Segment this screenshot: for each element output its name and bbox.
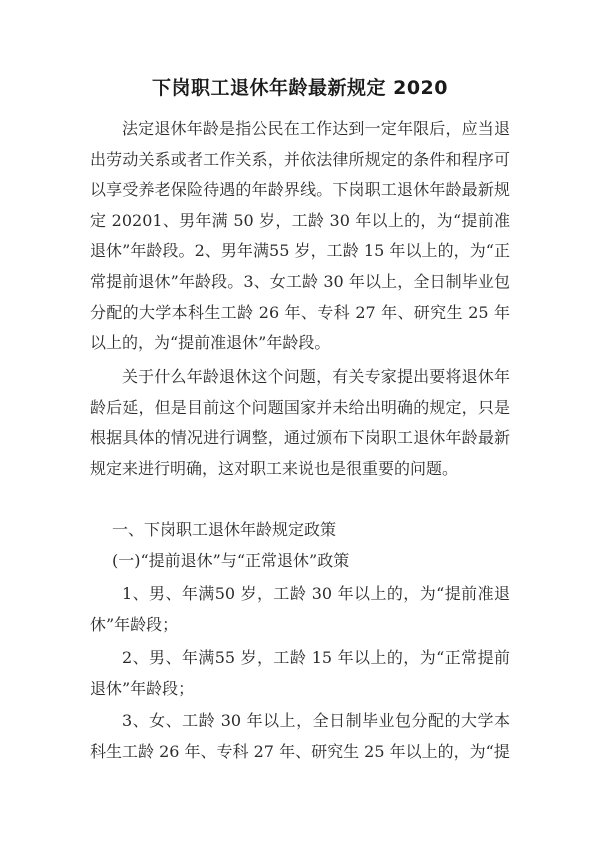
paragraph-definition: 法定退休年龄是指公民在工作达到一定年限后，应当退出劳动关系或者工作关系，并依法律所规定的条件和程序可以享受养老保险待遇的年龄界线。下岗职工退休年龄最新规定 20201、男年满 50 岁，工龄 30 年以上的，为“提前准退休”年龄段。2、男年满55 岁，工龄 15 年以上的，为“正常提前退休”年龄段。3、女工龄 30 年以上，全日制毕业包分配的大学本科生工龄 26 年、专科 27 年、研究生 25 年以上的，为“提前准退休”年龄段。 [90, 119, 510, 353]
paragraph-expert-opinion: 关于什么年龄退休这个问题，有关专家提出要将退休年龄后延，但是目前这个问题国家并未给出明确的规定，只是根据具体的情况进行调整，通过颁布下岗职工退休年龄最新规定来进行明确，这对职工来说也是很重要的问题。 [90, 367, 510, 478]
list-item: 2、男、年满55 岁，工龄 15 年以上的，为“正常提前退休”年龄段； [90, 648, 510, 698]
section-heading: 一、下岗职工退休年龄规定政策 [112, 520, 337, 539]
list-item: 3、女、工龄 30 年以上，全日制毕业包分配的大学本科生工龄 26 年、专科 27 年、研究生 25 年以上的，为“提 [90, 711, 510, 761]
list-item: 1、男、年满50 岁，工龄 30 年以上的，为“提前准退休”年龄段； [90, 584, 510, 634]
document-title: 下岗职工退休年龄最新规定 2020 [152, 77, 448, 99]
subsection-heading: (一)“提前退休”与“正常退休”政策 [112, 551, 350, 570]
